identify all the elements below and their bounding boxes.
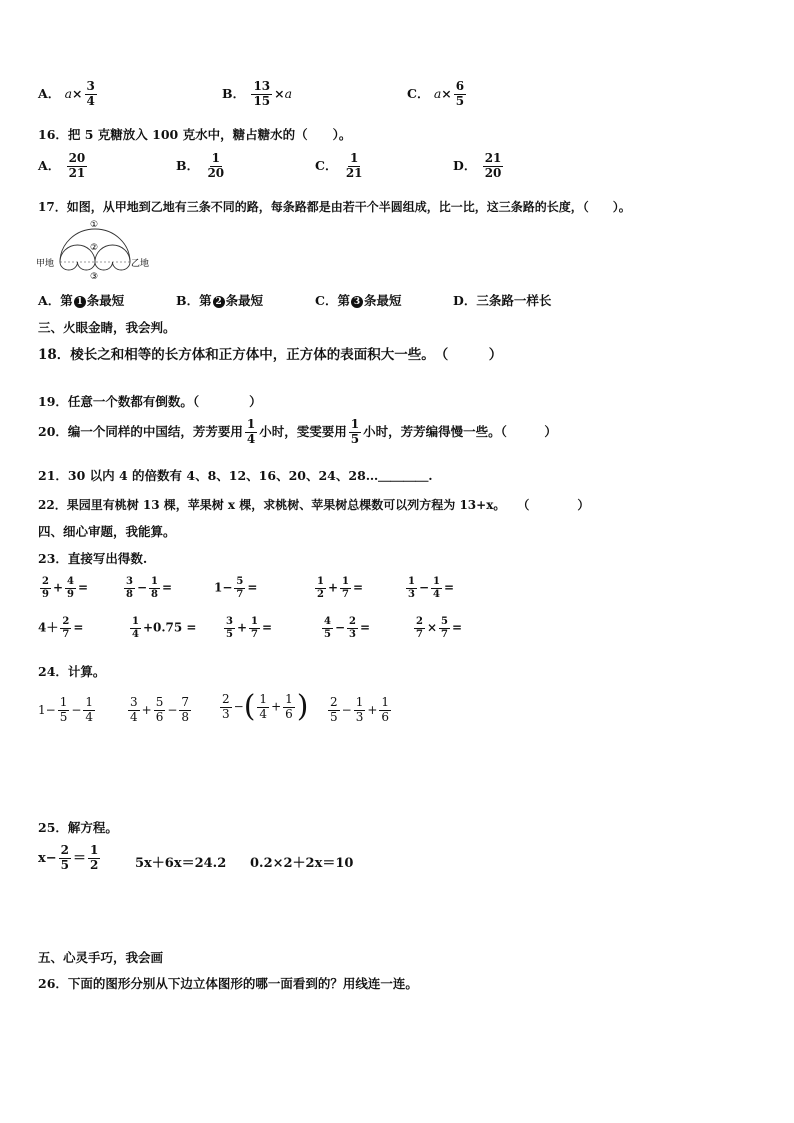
numerator: 1 bbox=[285, 691, 293, 706]
op: × bbox=[72, 85, 83, 101]
q20-part-c: 小时，芳芳编得慢一些。（ ） bbox=[363, 423, 557, 439]
option-label: C． bbox=[407, 85, 430, 101]
q24-expr-2 bbox=[126, 696, 193, 725]
denominator: 6 bbox=[381, 709, 390, 724]
numerator: 2 bbox=[42, 576, 49, 587]
denominator: 4 bbox=[132, 628, 139, 640]
fraction bbox=[347, 616, 358, 640]
denominator: 7 bbox=[416, 628, 423, 640]
section-3-heading: 三、火眼金睛，我会判。 bbox=[38, 320, 176, 335]
q23-expr-9 bbox=[320, 616, 370, 640]
option-label: B． bbox=[176, 157, 200, 173]
term: 1− bbox=[38, 702, 56, 717]
q23-expr-3 bbox=[214, 576, 257, 600]
numerator: 1 bbox=[381, 695, 390, 709]
fraction bbox=[414, 616, 425, 640]
var: a bbox=[433, 85, 442, 101]
question-25: 25．解方程。 bbox=[38, 820, 118, 835]
denominator: 5 bbox=[350, 431, 360, 446]
denominator: 4 bbox=[259, 706, 268, 721]
q17-option-a bbox=[38, 291, 124, 309]
option-label: D． bbox=[453, 293, 477, 308]
op: × bbox=[426, 620, 438, 635]
denominator: 8 bbox=[151, 588, 158, 600]
q17-option-c bbox=[315, 291, 401, 309]
denominator: 7 bbox=[236, 588, 244, 600]
fraction bbox=[179, 696, 191, 725]
fraction bbox=[65, 576, 76, 600]
op: + bbox=[52, 580, 64, 595]
fraction bbox=[149, 576, 160, 600]
denominator: 3 bbox=[408, 588, 415, 600]
denominator: 7 bbox=[342, 588, 349, 600]
option-label: D． bbox=[453, 157, 477, 173]
numerator: 13 bbox=[253, 79, 271, 93]
fraction bbox=[205, 152, 226, 181]
fraction bbox=[249, 616, 260, 640]
q17-option-d bbox=[453, 291, 551, 309]
denominator: 6 bbox=[285, 706, 293, 721]
denominator: 9 bbox=[42, 588, 49, 600]
fraction bbox=[349, 418, 361, 447]
q25-equation-1 bbox=[38, 844, 102, 873]
right-paren: ) bbox=[296, 689, 309, 724]
op: − bbox=[334, 620, 346, 635]
q15-option-c bbox=[407, 80, 468, 109]
denominator: 9 bbox=[67, 588, 74, 600]
numerator: 2 bbox=[349, 616, 356, 627]
question-17: 17．如图，从甲地到乙地有三条不同的路，每条路都是由若干个半圆组成，比一比，这三条路的长度，（ ）。 bbox=[38, 200, 631, 214]
term: +0.75 = bbox=[142, 620, 197, 635]
numerator: 1 bbox=[59, 695, 68, 709]
equals: = bbox=[162, 580, 173, 595]
equals: = bbox=[353, 580, 364, 595]
fraction bbox=[251, 80, 272, 109]
fraction bbox=[154, 696, 166, 725]
numerator: 1 bbox=[132, 616, 139, 627]
q23-expr-7 bbox=[128, 616, 196, 640]
fraction bbox=[67, 152, 88, 181]
equals: = bbox=[247, 580, 258, 595]
q25-equation-2: 5x＋6x＝24.2 bbox=[135, 856, 227, 871]
fraction bbox=[40, 576, 51, 600]
fraction bbox=[283, 693, 295, 722]
denominator: 5 bbox=[324, 628, 331, 640]
circled-number: 1 bbox=[74, 296, 86, 308]
numerator: 1 bbox=[408, 576, 415, 587]
numerator: 1 bbox=[85, 695, 94, 709]
denominator: 2 bbox=[317, 588, 324, 600]
fraction bbox=[406, 576, 417, 600]
numerator: 6 bbox=[455, 79, 465, 93]
op: − bbox=[71, 702, 82, 717]
numerator: 1 bbox=[342, 576, 349, 587]
fraction bbox=[245, 418, 257, 447]
q20-part-b: 小时，雯雯要用 bbox=[259, 423, 347, 439]
q23-expr-1 bbox=[38, 576, 88, 600]
denominator: 15 bbox=[253, 93, 271, 108]
term: 4＋ bbox=[38, 620, 59, 635]
numerator: 7 bbox=[181, 695, 190, 709]
fraction bbox=[322, 616, 333, 640]
op: + bbox=[141, 702, 152, 717]
denominator: 8 bbox=[181, 709, 190, 724]
numerator: 5 bbox=[155, 695, 164, 709]
equals: ＝ bbox=[73, 850, 87, 866]
q25-equation-3: 0.2×2＋2x＝10 bbox=[250, 856, 354, 871]
fraction bbox=[328, 696, 340, 725]
fraction bbox=[257, 693, 269, 722]
op: − bbox=[341, 702, 352, 717]
op: × bbox=[441, 85, 452, 101]
q16-option-a bbox=[38, 152, 89, 181]
numerator: 3 bbox=[86, 79, 95, 93]
option-label: C． bbox=[315, 293, 338, 308]
numerator: 1 bbox=[350, 417, 360, 431]
denominator: 3 bbox=[222, 706, 230, 721]
question-19: 19．任意一个数都有倒数。（ ） bbox=[38, 394, 262, 409]
fraction bbox=[88, 844, 100, 873]
q20-part-a: 20．编一个同样的中国结，芳芳要用 bbox=[38, 423, 243, 439]
var: a bbox=[284, 85, 293, 101]
option-post: 条最短 bbox=[225, 293, 264, 308]
q16-option-c bbox=[315, 152, 367, 181]
denominator: 5 bbox=[226, 628, 233, 640]
numerator: 1 bbox=[349, 151, 359, 165]
option-label: A． bbox=[38, 85, 61, 101]
denominator: 2 bbox=[90, 857, 99, 872]
start-label: 甲地 bbox=[36, 259, 55, 269]
q15-option-b bbox=[222, 80, 292, 109]
option-pre: 第 bbox=[60, 293, 73, 308]
op: + bbox=[367, 702, 378, 717]
fraction bbox=[58, 696, 70, 725]
denominator: 4 bbox=[85, 709, 94, 724]
equals: = bbox=[444, 580, 455, 595]
op: × bbox=[274, 85, 285, 101]
option-post: 条最短 bbox=[86, 293, 125, 308]
circled-number: 3 bbox=[351, 296, 363, 308]
q23-expr-5 bbox=[404, 576, 454, 600]
option-label: B． bbox=[176, 293, 200, 308]
equals: = bbox=[78, 580, 89, 595]
numerator: 5 bbox=[236, 576, 244, 587]
numerator: 4 bbox=[67, 576, 74, 587]
denominator: 5 bbox=[59, 709, 68, 724]
fraction bbox=[344, 152, 365, 181]
numerator: 2 bbox=[330, 695, 338, 709]
q17-option-b bbox=[176, 291, 263, 309]
denominator: 5 bbox=[60, 857, 70, 872]
q23-expr-6 bbox=[38, 616, 83, 640]
denominator: 3 bbox=[355, 709, 364, 724]
denominator: 21 bbox=[345, 165, 363, 180]
left-paren: ( bbox=[243, 689, 256, 724]
route-label-3: ③ bbox=[90, 272, 99, 282]
numerator: 3 bbox=[126, 576, 133, 587]
op: − bbox=[167, 702, 178, 717]
numerator: 2 bbox=[62, 616, 70, 627]
numerator: 2 bbox=[416, 616, 423, 627]
op: + bbox=[271, 699, 282, 714]
numerator: 1 bbox=[90, 843, 99, 857]
fraction bbox=[220, 693, 232, 722]
numerator: 1 bbox=[355, 695, 364, 709]
numerator: 20 bbox=[68, 151, 86, 165]
numerator: 4 bbox=[324, 616, 331, 627]
numerator: 1 bbox=[317, 576, 324, 587]
numerator: 1 bbox=[211, 151, 220, 165]
fraction bbox=[85, 80, 97, 109]
q24-expr-3 bbox=[218, 689, 309, 724]
option-post: 三条路一样长 bbox=[476, 293, 552, 308]
q23-expr-4 bbox=[313, 576, 363, 600]
q24-expr-4 bbox=[326, 696, 393, 725]
denominator: 5 bbox=[330, 709, 338, 724]
numerator: 1 bbox=[151, 576, 158, 587]
q23-expr-2 bbox=[122, 576, 172, 600]
question-26: 26．下面的图形分别从下边立体图形的哪一面看到的？用线连一连。 bbox=[38, 976, 418, 991]
denominator: 21 bbox=[68, 165, 86, 180]
fraction bbox=[379, 696, 391, 725]
route-label-1: ① bbox=[90, 220, 99, 230]
q23-expr-10 bbox=[412, 616, 462, 640]
op: + bbox=[327, 580, 339, 595]
question-24: 24．计算。 bbox=[38, 664, 106, 679]
term: x− bbox=[38, 850, 57, 866]
op: − bbox=[136, 580, 148, 595]
question-16: 16．把 5 克糖放入 100 克水中，糖占糖水的（ ）。 bbox=[38, 127, 352, 142]
fraction bbox=[124, 576, 135, 600]
option-label: B． bbox=[222, 85, 246, 101]
fraction bbox=[431, 576, 442, 600]
question-18: 18．棱长之和相等的长方体和正方体中，正方体的表面积大一些。 （ ） bbox=[38, 347, 503, 363]
equals: = bbox=[262, 620, 273, 635]
numerator: 1 bbox=[246, 417, 256, 431]
fraction bbox=[128, 696, 140, 725]
fraction bbox=[234, 576, 245, 600]
option-pre: 第 bbox=[199, 293, 212, 308]
q16-option-d bbox=[453, 152, 505, 181]
op: − bbox=[418, 580, 430, 595]
denominator: 4 bbox=[130, 709, 138, 724]
option-post: 条最短 bbox=[363, 293, 402, 308]
option-label: A． bbox=[38, 157, 61, 173]
equals: = bbox=[73, 620, 84, 635]
option-pre: 第 bbox=[337, 293, 350, 308]
equals: = bbox=[360, 620, 371, 635]
numerator: 21 bbox=[484, 151, 502, 165]
denominator: 4 bbox=[433, 588, 440, 600]
fraction bbox=[354, 696, 366, 725]
denominator: 7 bbox=[251, 628, 258, 640]
question-20 bbox=[38, 418, 557, 447]
numerator: 3 bbox=[226, 616, 233, 627]
fraction bbox=[130, 616, 141, 640]
section-4-heading: 四、细心审题，我能算。 bbox=[38, 524, 176, 539]
numerator: 5 bbox=[441, 616, 448, 627]
semicircle-routes-figure bbox=[36, 216, 154, 282]
fraction bbox=[59, 844, 71, 873]
q15-option-a bbox=[38, 80, 99, 109]
fraction bbox=[340, 576, 351, 600]
numerator: 2 bbox=[222, 691, 230, 706]
fraction bbox=[439, 616, 450, 640]
question-21: 21．30 以内 4 的倍数有 4、8、12、16、20、24、28…＿＿＿＿. bbox=[38, 468, 433, 483]
fraction bbox=[83, 696, 95, 725]
fraction bbox=[454, 80, 466, 109]
var: a bbox=[64, 85, 73, 101]
option-label: C． bbox=[315, 157, 338, 173]
denominator: 6 bbox=[155, 709, 164, 724]
denominator: 4 bbox=[86, 93, 95, 108]
route-label-2: ② bbox=[90, 243, 99, 253]
numerator: 3 bbox=[130, 695, 138, 709]
numerator: 1 bbox=[251, 616, 258, 627]
numerator: 1 bbox=[259, 691, 268, 706]
fraction bbox=[224, 616, 235, 640]
term: 1− bbox=[214, 580, 233, 595]
denominator: 8 bbox=[126, 588, 133, 600]
fraction bbox=[60, 616, 71, 640]
op: − bbox=[233, 699, 244, 714]
fraction bbox=[315, 576, 326, 600]
denominator: 4 bbox=[246, 431, 256, 446]
q16-option-b bbox=[176, 152, 228, 181]
question-22: 22．果园里有桃树 13 棵，苹果树 x 棵，求桃树、苹果树总棵数可以列方程为 13+x。 （ ） bbox=[38, 498, 590, 512]
denominator: 5 bbox=[455, 93, 465, 108]
denominator: 7 bbox=[441, 628, 448, 640]
question-23: 23．直接写出得数. bbox=[38, 551, 148, 566]
op: + bbox=[236, 620, 248, 635]
circled-number: 2 bbox=[213, 296, 225, 308]
section-5-heading: 五、心灵手巧，我会画 bbox=[38, 950, 164, 965]
numerator: 1 bbox=[433, 576, 440, 587]
option-label: A． bbox=[38, 293, 61, 308]
q23-expr-8 bbox=[222, 616, 272, 640]
denominator: 20 bbox=[207, 165, 225, 180]
denominator: 7 bbox=[62, 628, 70, 640]
end-label: 乙地 bbox=[131, 259, 150, 269]
equals: = bbox=[452, 620, 463, 635]
fraction bbox=[483, 152, 504, 181]
denominator: 20 bbox=[484, 165, 502, 180]
q24-expr-1 bbox=[38, 696, 97, 725]
denominator: 3 bbox=[349, 628, 356, 640]
numerator: 2 bbox=[60, 843, 70, 857]
